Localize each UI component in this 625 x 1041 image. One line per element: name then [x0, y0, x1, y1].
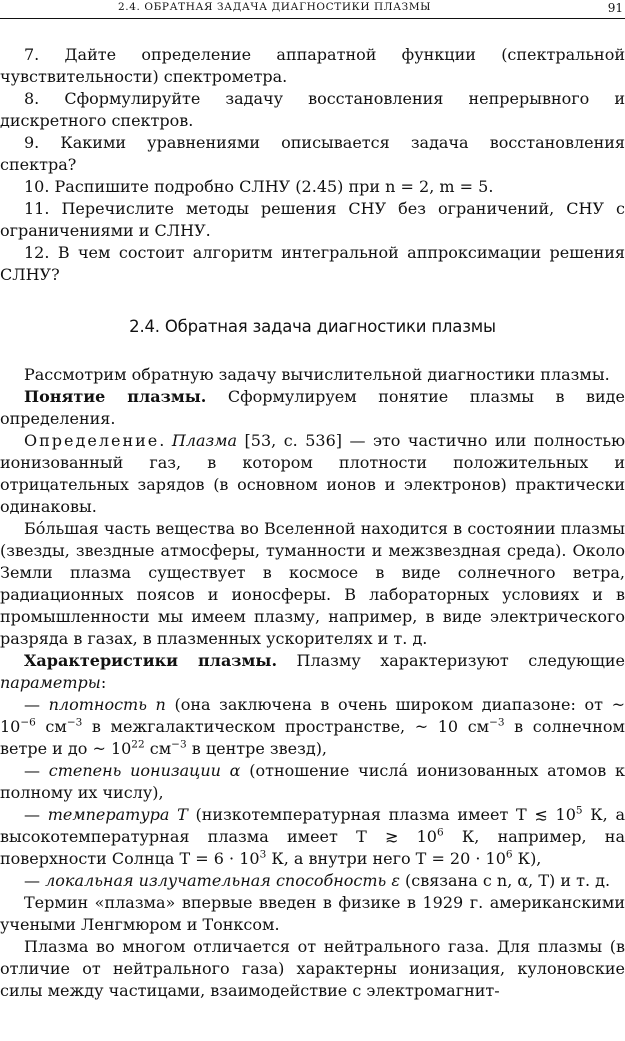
density-text-5: см — [144, 739, 172, 758]
definition-dot: . — [159, 431, 172, 450]
question-8: 8. Сформулируйте задачу восстановления непрерывного и дискретного спектров. — [0, 89, 625, 130]
density-text-2: см — [35, 717, 67, 736]
density-text-3: в межгалактическом пространстве, ~ 10 см — [82, 717, 490, 736]
paragraph-term: Термин «плазма» впервые введен в физике в 1929 г. американскими учеными Ленгмюром и Тонксом. — [0, 893, 625, 934]
density-exp-4: 22 — [131, 738, 145, 751]
question-7: 7. Дайте определение аппаратной функции (спектральной чувствительности) спектрометра. — [0, 45, 625, 86]
section-title: 2.4. Обратная задача диагностики плазмы — [129, 317, 496, 336]
ionization-name: степень ионизации α — [48, 761, 241, 780]
characteristics-heading: Характеристики плазмы. — [24, 651, 278, 670]
question-12: 12. В чем состоит алгоритм интегральной аппроксимации решения СЛНУ? — [0, 243, 625, 284]
paragraph-characteristics — [0, 650, 625, 694]
temperature-text-1: (низкотемпературная плазма имеет T ≲ 10 — [187, 805, 576, 824]
concept-heading: Понятие плазмы. — [24, 387, 207, 406]
question-11: 11. Перечислите методы решения СНУ без ограничений, СНУ с ограничениями и СЛНУ. — [0, 199, 625, 240]
characteristics-colon: : — [100, 673, 107, 692]
density-text-4: в солнечном ветре и до ~ 10 — [0, 717, 625, 758]
temperature-exp-4: 6 — [505, 848, 513, 861]
temperature-text-3: К, например, на поверхности Солнца T = 6 · 10 — [0, 827, 625, 868]
density-name: плотность n — [48, 695, 166, 714]
ionization-dash: — — [24, 761, 49, 780]
density-dash: — — [24, 695, 49, 714]
density-text-6: в центре звезд), — [186, 739, 328, 758]
definition-text: [53, с. 536] — это частично или полностью ионизованный газ, в котором плотности положительных и отрицательных зарядов (в основном ионов и электронов) практически одинаковы. — [0, 431, 625, 516]
list-item-ionization — [0, 760, 625, 804]
definition-term: Плазма — [171, 431, 238, 450]
characteristics-param-word: параметры — [0, 673, 101, 692]
paragraph-definition — [0, 430, 625, 518]
question-10: 10. Распишите подробно СЛНУ (2.45) при n = 2, m = 5. — [24, 177, 494, 196]
question-9: 9. Какими уравнениями описывается задача восстановления спектра? — [0, 133, 625, 174]
density-exp-2: −3 — [66, 716, 83, 729]
emissivity-name: локальная излучательная способность ε — [45, 871, 400, 890]
paragraph-universe: Бóльшая часть вещества во Вселенной находится в состоянии плазмы (звезды, звездные атмосферы, туманности и межзвездная среда). Около Земли плазма существует в космосе в виде солнечного ветра, радиационных поясов и ионосферы. В лабораторных условиях и в промышленности мы имеем плазму, например, в виде электрического разряда в газах, в плазменных ускорителях и т. д. — [0, 519, 625, 648]
temperature-text-4: К, а внутри него T = 20 · 10 — [266, 849, 506, 868]
characteristics-text: Плазму характеризуют следующие — [277, 651, 625, 670]
page-content — [0, 44, 625, 1002]
paragraph-concept — [0, 386, 625, 430]
density-exp-1: −6 — [20, 716, 36, 729]
density-exp-3: −3 — [489, 716, 505, 729]
definition-label: Определение — [24, 431, 160, 450]
temperature-exp-1: 5 — [575, 804, 583, 817]
concept-text: Сформулируем понятие плазмы в виде определения. — [0, 387, 625, 428]
emissivity-text: (связана с n, α, T) и т. д. — [399, 871, 611, 890]
paragraph-differs: Плазма во многом отличается от нейтрального газа. Для плазмы (в отличие от нейтрального газа) характерны ионизация, кулоновские силы между частицами, взаимодействие с электромагнит- — [0, 937, 625, 1000]
density-exp-5: −3 — [171, 738, 187, 751]
temperature-name: температура T — [47, 805, 188, 824]
paragraph-intro: Рассмотрим обратную задачу вычислительной диагностики плазмы. — [24, 365, 610, 384]
temperature-text-2: К, а высокотемпературная плазма имеет T ≳ 10 — [0, 805, 625, 846]
running-title: 2.4. ОБРАТНАЯ ЗАДАЧА ДИАГНОСТИКИ ПЛАЗМЫ — [118, 1, 432, 13]
ionization-text: (отношение числá ионизованных атомов к полному их числу), — [0, 761, 625, 802]
list-item-density — [0, 694, 625, 760]
list-item-temperature — [0, 804, 625, 870]
list-item-emissivity — [0, 870, 625, 892]
density-text-1: (она заключена в очень широком диапазоне: от ~ 10 — [0, 695, 625, 736]
temperature-dash: — — [24, 805, 48, 824]
temperature-exp-3: 3 — [259, 848, 267, 861]
temperature-text-5: К), — [512, 849, 542, 868]
running-header — [0, 0, 625, 19]
temperature-exp-2: 6 — [436, 826, 444, 839]
page-number: 91 — [607, 1, 623, 15]
emissivity-dash: — — [24, 871, 46, 890]
